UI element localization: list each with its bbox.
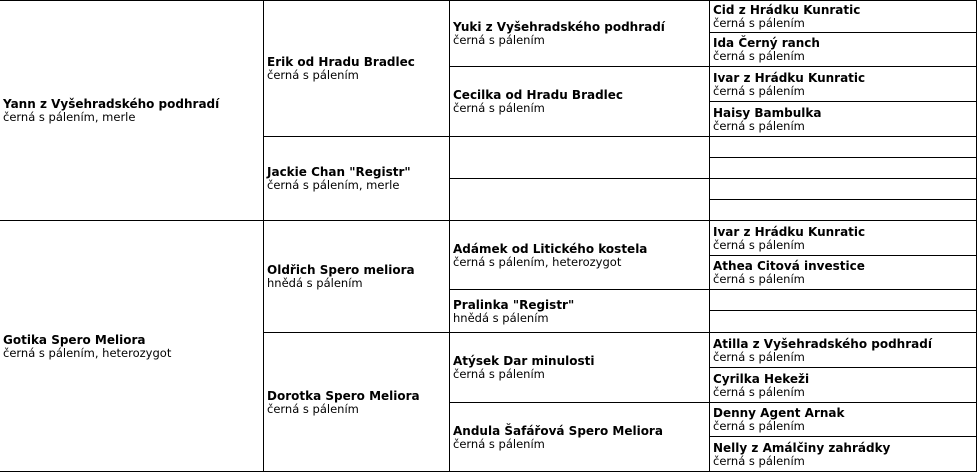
dds-color: černá s pálením — [453, 367, 545, 381]
dsd-cell — [450, 290, 710, 333]
dam-sire-color: hnědá s pálením — [267, 276, 363, 290]
ddsd-color: černá s pálením — [713, 384, 805, 399]
dam-name: Gotika Spero Meliora — [3, 332, 146, 347]
ddss-color: černá s pálením — [713, 349, 805, 364]
sss-color: černá s pálením — [453, 33, 545, 47]
ddds-name: Denny Agent Arnak — [713, 406, 845, 420]
ssd-color: černá s pálením — [453, 101, 545, 115]
dsd-empty-1 — [710, 290, 977, 311]
ssds-color: černá s pálením — [713, 83, 805, 98]
dsss-name: Ivar z Hrádku Kunratic — [713, 224, 866, 239]
ssss-cell — [710, 0, 977, 33]
ddsd-cell — [710, 368, 977, 403]
sd-empty-1 — [710, 137, 977, 158]
dssd-cell — [710, 256, 977, 290]
sire-color: černá s pálením, merle — [3, 110, 136, 124]
dam-cell — [0, 221, 264, 472]
sd-empty-2 — [710, 158, 977, 179]
dsd-empty-2 — [710, 311, 977, 333]
dss-cell — [450, 221, 710, 290]
ssd-name: Cecilka od Hradu Bradlec — [453, 88, 624, 102]
sire-sire-name: Erik od Hradu Bradlec — [267, 55, 415, 69]
ddsd-name: Cyrilka Hekeži — [713, 371, 810, 386]
sds-empty-cell — [450, 137, 710, 179]
dsss-cell — [710, 221, 977, 256]
sss-name: Yuki z Vyšehradského podhradí — [453, 20, 665, 34]
dss-name: Adámek od Litického kostela — [453, 241, 648, 256]
ssss-color: černá s pálením — [713, 16, 805, 30]
ssss-name: Cid z Hrádku Kunratic — [713, 3, 861, 17]
dam-sire-name: Oldřich Spero meliora — [267, 263, 415, 277]
dam-color: černá s pálením, heterozygot — [3, 345, 172, 360]
sssd-color: černá s pálením — [713, 49, 805, 63]
ssds-name: Ivar z Hrádku Kunratic — [713, 70, 866, 85]
dsd-color: hnědá s pálením — [453, 310, 549, 325]
sssd-cell — [710, 33, 977, 67]
sdd-empty-cell — [450, 179, 710, 221]
ssdd-cell — [710, 102, 977, 137]
ssd-cell — [450, 67, 710, 137]
dss-color: černá s pálením, heterozygot — [453, 254, 622, 269]
dam-sire-cell — [264, 221, 450, 333]
sire-sire-cell — [264, 0, 450, 137]
ddss-name: Atilla z Vyšehradského podhradí — [713, 336, 932, 351]
dsd-name: Pralinka "Registr" — [453, 297, 575, 312]
ddd-name: Andula Šafářová Spero Meliora — [453, 423, 663, 438]
sire-sire-color: černá s pálením — [267, 68, 359, 82]
ddss-cell — [710, 333, 977, 368]
dddd-color: černá s pálením — [713, 453, 805, 468]
dam-dam-name: Dorotka Spero Meliora — [267, 388, 420, 403]
ssdd-name: Haisy Bambulka — [713, 105, 822, 120]
dssd-name: Athea Citová investice — [713, 259, 865, 273]
ddds-color: černá s pálením — [713, 419, 805, 433]
sire-name: Yann z Vyšehradského podhradí — [3, 97, 220, 111]
sd-empty-3 — [710, 179, 977, 200]
sire-dam-cell — [264, 137, 450, 221]
sd-empty-4 — [710, 200, 977, 221]
ssdd-color: černá s pálením — [713, 118, 805, 133]
dddd-name: Nelly z Amálčiny zahrádky — [713, 440, 891, 455]
ddds-cell — [710, 403, 977, 437]
ddd-color: černá s pálením — [453, 436, 545, 451]
dam-dam-cell — [264, 333, 450, 472]
dds-name: Atýsek Dar minulosti — [453, 354, 595, 368]
ssds-cell — [710, 67, 977, 102]
dsss-color: černá s pálením — [713, 237, 805, 252]
dddd-cell — [710, 437, 977, 472]
sire-dam-name: Jackie Chan "Registr" — [267, 165, 411, 179]
sire-cell — [0, 0, 264, 221]
dam-dam-color: černá s pálením — [267, 401, 359, 416]
dssd-color: černá s pálením — [713, 272, 805, 286]
ddd-cell — [450, 403, 710, 472]
sss-cell — [450, 0, 710, 67]
sssd-name: Ida Černý ranch — [713, 36, 820, 50]
sire-dam-color: černá s pálením, merle — [267, 178, 400, 192]
dds-cell — [450, 333, 710, 403]
